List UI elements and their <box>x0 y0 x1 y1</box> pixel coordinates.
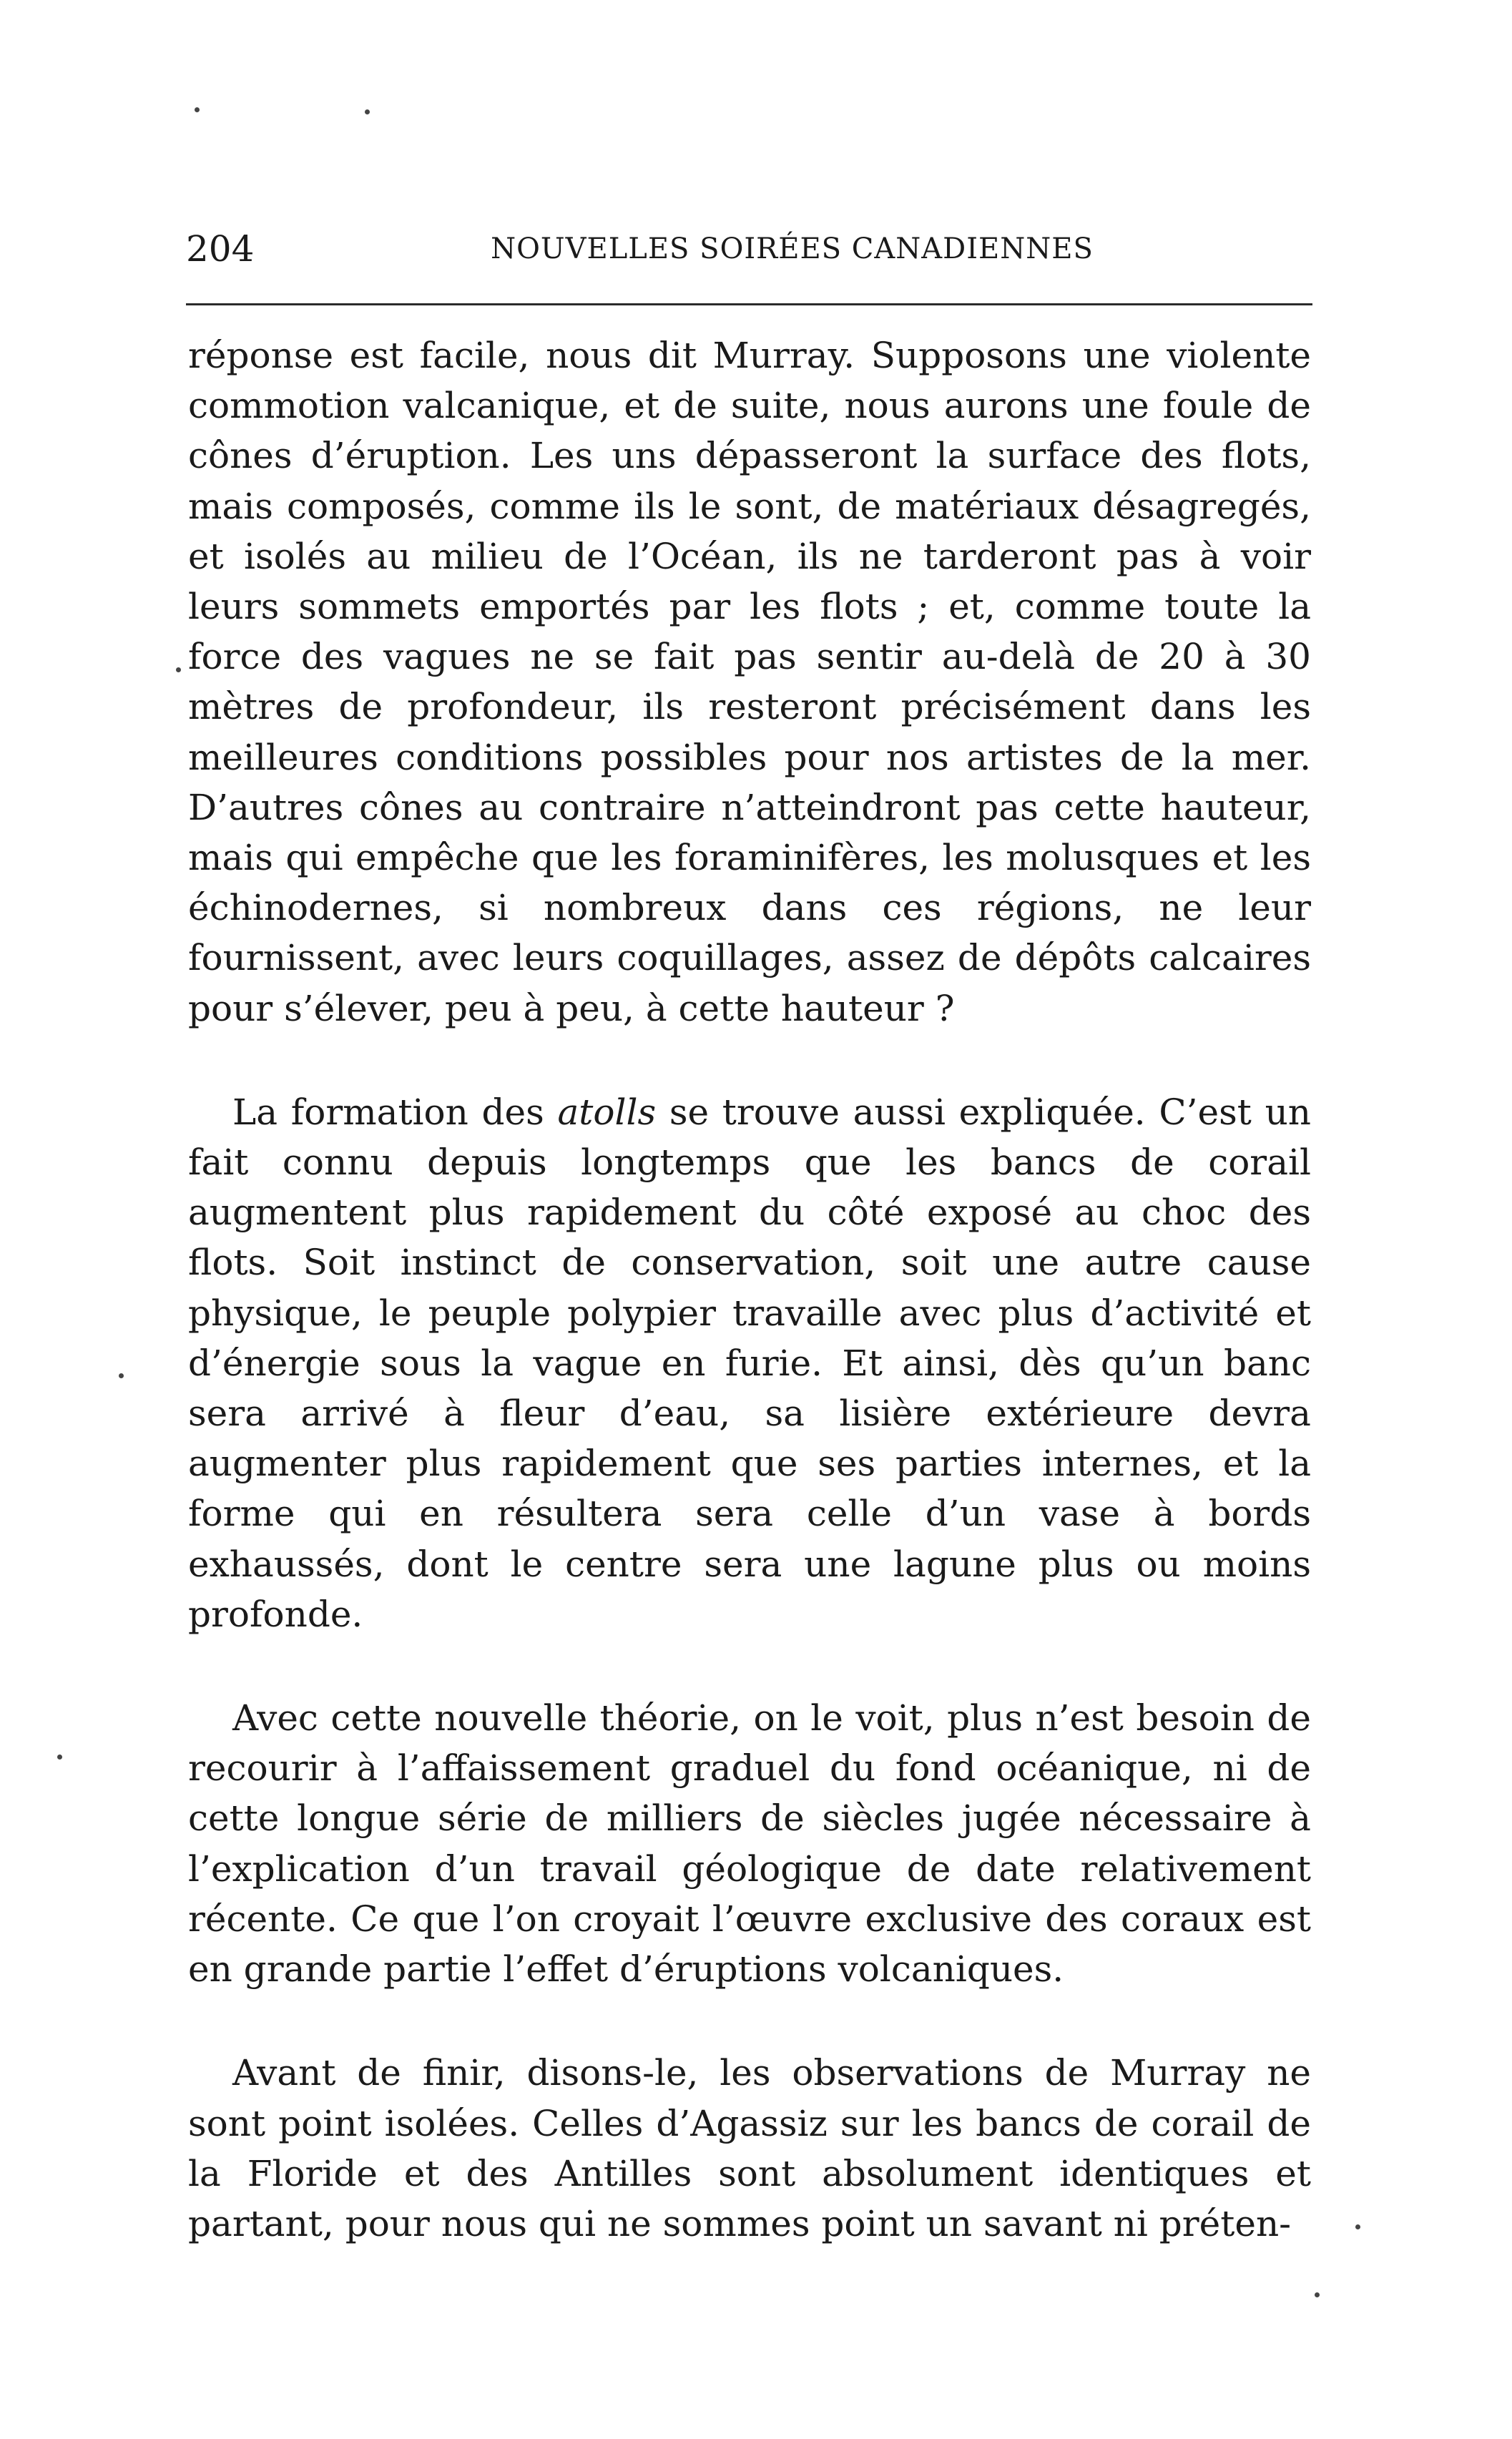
header-rule <box>186 303 1312 305</box>
page-body <box>188 330 1311 2249</box>
paragraph-2 <box>188 1087 1311 1639</box>
paragraph-2-text-after: se trouve aussi expliquée. C’est un fait connu depuis longtemps que les bancs de corail augmentent plus rapidement du côté exposé au choc des flots. Soit instinct de conservation, soit une autre cause physique, le peuple polypier travaille avec plus d’activité et d’énergie sous la vague en furie. Et ainsi, dès qu’un banc sera arrivé à fleur d’eau, sa lisière extérieure devra augmenter plus rapidement que ses parties internes, et la forme qui en résultera sera celle d’un vase à bords exhaussés, dont le centre sera une lagune plus ou moins profonde. <box>188 1091 1311 1635</box>
paragraph-2-emphasis: atolls <box>557 1091 657 1133</box>
scan-speck <box>195 107 200 112</box>
paragraph-1: réponse est facile, nous dit Murray. Supposons une violente commotion valcanique, et de suite, nous aurons une foule de cônes d’éruption. Les uns dépasseront la surface des flots, mais composés, comme ils le sont, de matériaux désagregés, et isolés au milieu de l’Océan, ils ne tarderont pas à voir leurs sommets emportés par les flots ; et, comme toute la force des vagues ne se fait pas sentir au-delà de 20 à 30 mètres de profondeur, ils resteront précisément dans les meilleures conditions possibles pour nos artistes de la mer. D’autres cônes au contraire n’atteindront pas cette hauteur, mais qui empêche que les foraminifères, les molusques et les échinodernes, si nombreux dans ces régions, ne leur fournissent, avec leurs coquillages, assez de dépôts calcaires pour s’élever, peu à peu, à cette hauteur ? <box>188 335 1311 1029</box>
scan-speck <box>119 1373 124 1378</box>
scan-speck <box>176 667 181 672</box>
scan-speck <box>1315 2292 1320 2297</box>
paragraph-3: Avec cette nouvelle théorie, on le voit, plus n’est besoin de recourir à l’affaissement graduel du fond océanique, ni de cette longue série de milliers de siècles jugée nécessaire à l’explication d’un travail géologique de date relativement récente. Ce que l’on croyait l’œuvre exclusive des coraux est en grande partie l’effet d’éruptions volcaniques. <box>188 1697 1311 1991</box>
scan-speck <box>57 1755 62 1760</box>
paragraph-4: Avant de finir, disons-le, les observations de Murray ne sont point isolées. Celles d’Agassiz sur les bancs de corail de la Floride et des Antilles sont absolument identiques et partant, pour nous qui ne sommes point un savant ni préten- <box>188 2052 1311 2244</box>
scan-speck <box>1355 2224 1360 2229</box>
scan-speck <box>365 109 370 114</box>
running-title: NOUVELLES SOIRÉES CANADIENNES <box>491 232 1094 265</box>
paragraph-2-text-before: La formation des <box>232 1091 558 1133</box>
page-header <box>186 220 1312 278</box>
page-number: 204 <box>186 228 255 270</box>
